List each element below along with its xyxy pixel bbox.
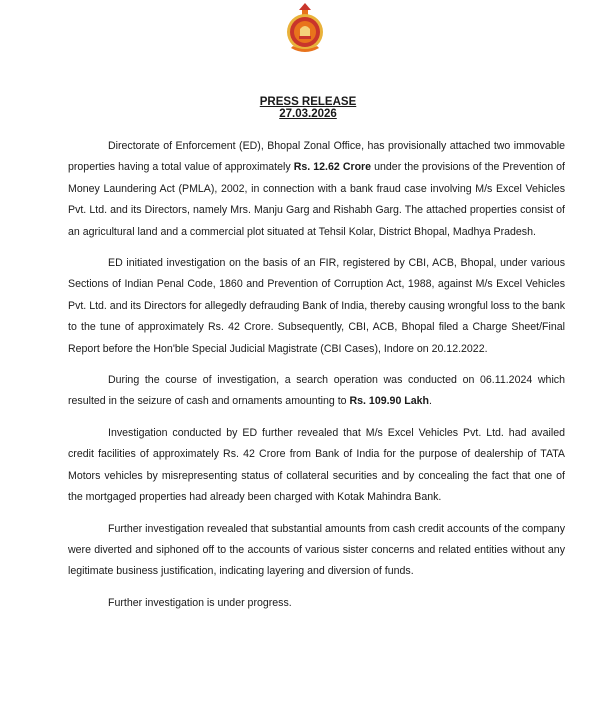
press-release-title: PRESS RELEASE [259, 96, 357, 108]
enforcement-directorate-emblem-icon [282, 2, 328, 56]
press-release-date: 27.03.2026 [279, 108, 337, 120]
paragraph-fir: ED initiated investigation on the basis of an FIR, registered by CBI, ACB, Bhopal, under various Sections of Indian Penal Code, 1860 and Prevention of Corruption Act, 1988, against M/s Excel Vehicles Pvt. Ltd. and its Directors for allegedly defrauding Bank of India, thereby causing wrongful loss to the bank to the tune of approximately Rs. 42 Crore. Subsequently, CBI, ACB, Bhopal filed a Charge Sheet/Final Report before the Hon'ble Special Judicial Magistrate (CBI Cases), Indore on 20.12.2022. [68, 257, 566, 355]
paragraph-attachment: Directorate of Enforcement (ED), Bhopal Zonal Office, has provisionally attached two immovable properties having a total value of approximately Rs. 12.62 Crore under the provisions of the Prevention of Money Laundering Act (PMLA), 2002, in connection with a bank fraud case involving M/s Excel Vehicles Pvt. Ltd. and its Directors, namely Mrs. Manju Garg and Rishabh Garg. The attached properties consist of an agricultural land and a commercial plot situated at Tehsil Kolar, District Bhopal, Madhya Pradesh. [68, 140, 565, 238]
paragraph-search: During the course of investigation, a search operation was conducted on 06.11.2024 which resulted in the seizure of cash and ornaments amounting to Rs. 109.90 Lakh. [68, 374, 565, 408]
paragraph-diversion: Further investigation revealed that substantial amounts from cash credit accounts of the company were diverted and siphoned off to the accounts of various sister concerns and related entities without any legitimate business justification, indicating layering and diversion of funds. [68, 522, 565, 578]
seizure-value: Rs. 109.90 Lakh [349, 395, 429, 408]
paragraph-credit: Investigation conducted by ED further revealed that M/s Excel Vehicles Pvt. Ltd. had availed credit facilities of approximately Rs. 42 Crore from Bank of India for the purpose of dealership of TATA Motors vehicles by misrepresenting status of collateral securities and by concealing the fact that one of the mortgaged properties had already been charged with Kotak Mahindra Bank. [68, 426, 565, 504]
attached-value: Rs. 12.62 Crore [293, 161, 372, 174]
press-release-body [68, 136, 565, 624]
paragraph-progress: Further investigation is under progress. [108, 596, 292, 609]
